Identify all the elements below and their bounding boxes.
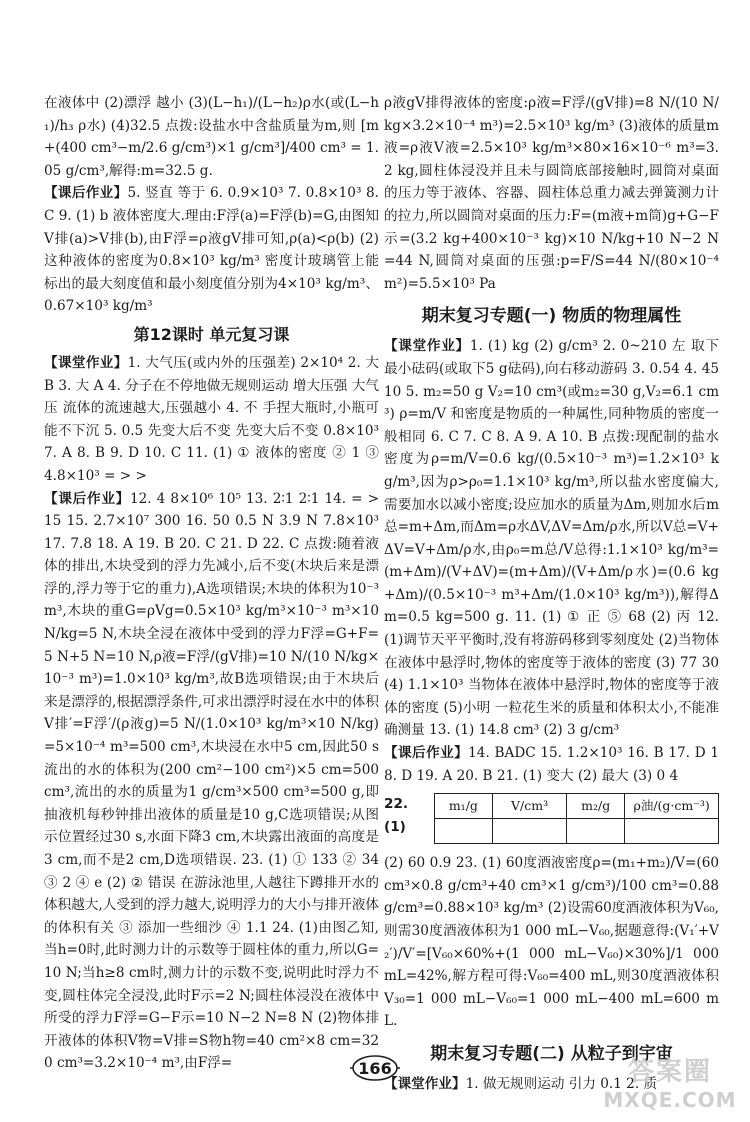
right-para-3-text: 14. BADC 15. 1.2×10³ 16. B 17. D 18. D 19. A 20. B 21. (1) 变大 (2) 最大 (3) 0 4 [384,745,720,784]
watermark-line-2: MXQE.COM [603,1088,737,1112]
left-para-4 [44,488,379,1075]
table-cell [492,819,566,844]
question-22-table-wrap [384,793,719,844]
watermark-line-1: 答案圈 [627,1057,712,1087]
table-row [434,819,718,844]
right-para-5-text: 1. 做无规则运动 引力 0.1 2. 质 [465,1075,658,1092]
right-para-4: (2) 60 0.9 23. (1) 60度酒液密度ρ=(m₁+m₂)/V=(60 cm³×0.8 g/cm³+40 cm³×1 g/cm³)/100 cm³=0.88 g/cm³=0.88×10³ kg/m³ (2)设需60度酒液体积为V₆₀,则需30度酒液体积为1 000 mL−V₆₀,据题意得:(V₁′+V₂′)/V′=[V₆₀×60%+(1 000 mL−V₆₀)×30%]/1 000 mL=42%,解方程可得:V₆₀=400 mL,则30度酒液体积V₃₀=1 000 mL−V₆₀=1 000 mL−400 mL=600 mL. [384,855,719,1030]
table-header-row [434,794,718,819]
right-para-3 [384,742,719,787]
left-para-4-text: 12. 4 8×10⁶ 10⁵ 13. 2∶1 2∶1 14. = > 15 15. 2.7×10⁷ 300 16. 50 0.5 N 3.9 N 7.8×10³ 17. 7.8 18. A 19. B 20. C 21. D 22. C 点拨:随着液体的排出,木块受到的浮力先减小,后不变(木块后来是漂浮的,浮力等于它的重力),A选项错误;木块的体积为10⁻³ m³,木块的重G=ρVg=0.5×10³ kg/m³×10⁻³ m³×10 N/kg=5 N,木块全浸在液体中受到的浮力F浮=G+F=5 N+5 N=10 N,ρ液=F浮/(gV排)=10 N/(10 N/kg×10⁻³ m³)=1.0×10³ kg/m³,故B选项错误;由于木块后来是漂浮的,根据漂浮条件,可求出漂浮时浸在水中的体积V排′=F浮′/(ρ液g)=5 N/(1.0×10³ kg/m³×10 N/kg)=5×10⁻⁴ m³=500 cm³,木块浸在水中5 cm,因此50 s流出的水的体积为(200 cm²−100 cm²)×5 cm=500 cm³,流出的水的质量为1 g/cm³×500 cm³=500 g,即抽液机每秒钟排出液体的质量是10 g,C选项错误;从图示位置经过30 s,水面下降3 cm,木块露出液面的高度是3 cm,而不是2 cm,D选项错误. 23. (1) ① 133 ② 34 ③ 2 ④ e (2) ② 错误 在游泳池里,人越往下蹲排开水的体积越大,人受到的浮力越大,说明浮力的大小与排开液体的体积有关 ③ 添加一些细沙 ④ 1.1 24. (1)由图乙知,当h=0时,此时测力计的示数等于圆柱体的重力,所以G=10 N;当h≥8 cm时,测力计的示数不变,说明此时浮力不变,圆柱体完全浸没,此时F示=2 N;圆柱体浸没在液体中所受的浮力F浮=G−F示=10 N−2 N=8 N (2)物体排开液体的体积V物=V排=S物h物=40 cm²×8 cm=320 cm³=3.2×10⁻⁴ m³,由F浮= [44,490,379,1072]
right-column [384,92,719,1096]
question-22-label: 22. (1) [384,796,409,835]
left-column [44,92,379,1075]
section-tag: 【课堂作业】 [44,354,128,371]
right-para-2 [384,335,719,742]
left-para-1: 在液体中 (2)漂浮 越小 (3)(L−h₁)/(L−h₂)ρ水(或(L−h₁)/h₃ ρ水) (4)32.5 点拨:设盐水中含盐质量为m,则 [m+(400 cm³−m/2.6 g/cm³)×1 g/cm³]/400 cm³ = 1.05 g/cm³,解得:m=32.5 g. [44,95,379,179]
left-para-3 [44,352,379,488]
section-tag: 【课堂作业】 [384,338,470,355]
left-para-3-text: 1. 大气压(或内外的压强差) 2×10⁴ 2. 大 B 3. 大 A 4. 分子在不停地做无规则运动 增大压强 大气压 流体的流速越大,压强越小 4. 不 手捏大瓶时,小瓶可能不下沉 5. 0.5 先变大后不变 先变大后不变 0.8×10³ 7. A 8. B 9. D 10. C 11. (1) ① 液体的密度 ② 1 ③ 4.8×10³ = > > [44,354,380,484]
section-heading-review-2: 期末复习专题(二) 从粒子到宇宙 [430,1043,673,1064]
right-para-1: ρ液gV排得液体的密度:ρ液=F浮/(gV排)=8 N/(10 N/kg×3.2×10⁻⁴ m³)=2.5×10³ kg/m³ (3)液体的质量m液=ρ液V液=2.5×10³ kg/m³×80×16×10⁻⁶ m³=3.2 kg,圆柱体浸没并且未与圆筒底部接触时,圆筒对桌面的压力等于液体、容器、圆柱体总重力减去弹簧测力计的拉力,所以圆筒对桌面的压力:F=(m液+m筒)g+G−F示=(3.2 kg+400×10⁻³ kg)×10 N/kg+10 N−2 N=44 N,圆筒对桌面的压强:p=F/S=44 N/(80×10⁻⁴ m²)=5.5×10³ Pa [384,95,719,292]
table-header-cell: V/cm³ [492,794,566,819]
page-number: 166 [358,1058,392,1078]
section-heading-review-1: 期末复习专题(一) 物质的物理属性 [421,306,682,327]
table-header-cell: m₂/g [567,794,625,819]
page-number-badge [350,1053,400,1083]
section-tag: 【课堂作业】 [384,1075,466,1092]
watermark [595,1058,745,1118]
table-cell [434,819,492,844]
record-table [434,793,719,844]
section-tag: 【课后作业】 [384,745,469,762]
table-header-cell: m₁/g [434,794,492,819]
section-tag: 【课后作业】 [44,185,128,202]
table-header-cell: ρ油/(g·cm⁻³) [625,794,719,819]
left-para-2 [44,182,379,318]
section-tag: 【课后作业】 [44,490,130,507]
table-cell [567,819,625,844]
right-para-2-text: 1. (1) kg (2) g/cm³ 2. 0~210 左 取下最小砝码(或取下5 g砝码),向右移动游码 3. 0.54 4. 45 10 5. m₂=50 g V₂=10 cm³(或m₂=30 g,V₂=6.1 cm³) ρ=m/V 和密度是物质的一种属性,同种物质的密度一般相同 6. C 7. C 8. A 9. A 10. B 点拨:现配制的盐水密度为ρ=m/V=0.6 kg/(0.5×10⁻³ m³)=1.2×10³ kg/m³,因为ρ>ρ₀=1.1×10³ kg/m³,所以盐水密度偏大,需要加水以减小密度;设应加水的质量为Δm,则加水后m总=m+Δm,而Δm=ρ水ΔV,ΔV=Δm/ρ水,所以V总=V+ΔV=V+Δm/ρ水,由ρ₀=m总/V总得:1.1×10³ kg/m³=(m+Δm)/(V+ΔV)=(m+Δm)/(V+Δm/ρ水)=(0.6 kg+Δm)/(0.5×10⁻³ m³+Δm/(1.0×10³ kg/m³)),解得Δm=0.5 kg=500 g. 11. (1) ① 正 ⑤ 68 (2) 丙 12. (1)调节天平平衡时,没有将游码移到零刻度处 (2)当物体在液体中悬浮时,物体的密度等于液体的密度 (3) 77 30 (4) 1.1×10³ 当物体在液体中悬浮时,物体的密度等于液体的密度 (5)小明 一粒花生米的质量和体积太小,不能准确测量 13. (1) 14.8 cm³ (2) 3 g/cm³ [384,338,720,739]
table-cell [625,819,719,844]
section-heading-lesson-12: 第12课时 单元复习课 [133,324,290,344]
left-para-2-text: 5. 竖直 等于 6. 0.9×10³ 7. 0.8×10³ 8. C 9. (1) b 液体密度大.理由:F浮(a)=F浮(b)=G,由图知V排(a)>V排(b),由F浮=ρ液gV排可知,ρ(a)<ρ(b) (2)这种液体的密度为0.8×10³ kg/m³ 密度计玻璃管上能标出的最大刻度值和最小刻度值分别为4×10³ kg/m³、0.67×10³ kg/m³ [44,185,380,315]
